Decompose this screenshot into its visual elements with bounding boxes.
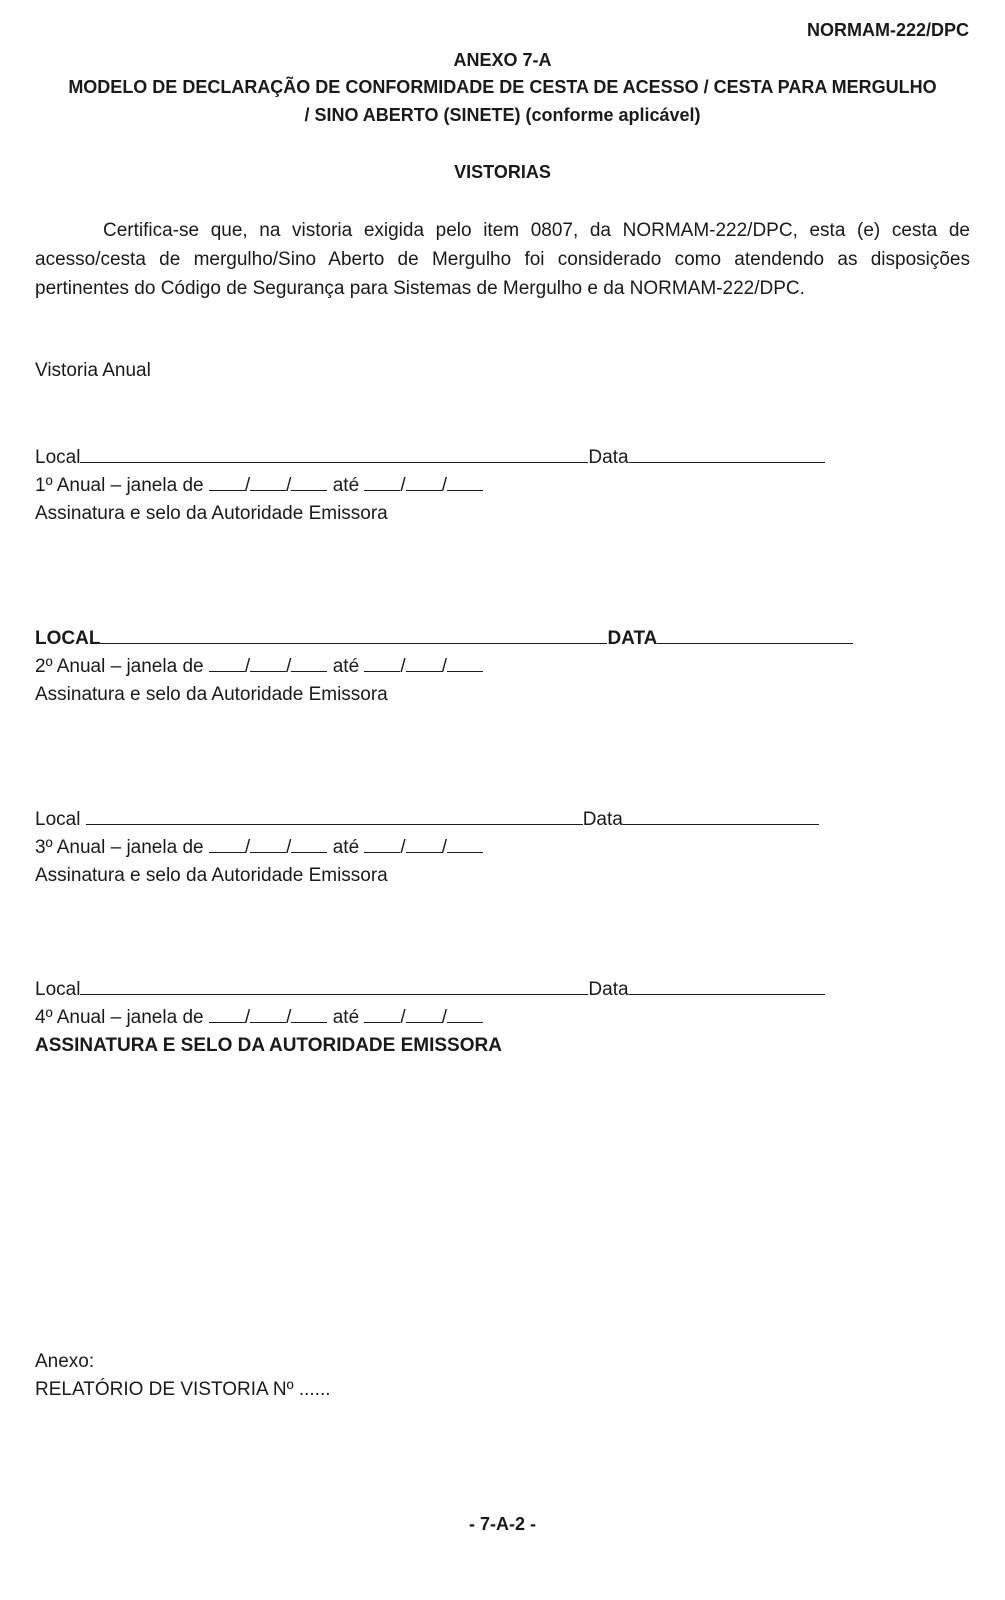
certification-paragraph: Certifica-se que, na vistoria exigida pelo item 0807, da NORMAM-222/DPC, esta (e) cesta de acesso/cesta de mergulho/Sino Aberto de Mergulho foi considerado como atendendo as disposições pertinentes do Código de Segurança para Sistemas de Mergulho e da NORMAM-222/DPC. <box>35 220 970 299</box>
date-label: DATA <box>607 628 658 649</box>
window-end-day[interactable] <box>364 656 400 672</box>
ate-label: até <box>332 656 360 677</box>
window-row <box>35 653 853 681</box>
annex-footer-label: Anexo: <box>35 1351 95 1372</box>
ate-label: até <box>332 475 360 496</box>
date-label: Data <box>588 979 629 1000</box>
window-end-month[interactable] <box>406 656 442 672</box>
window-start-year[interactable] <box>291 475 327 491</box>
ate-label: até <box>332 1007 360 1028</box>
date-slash: / <box>400 837 406 858</box>
local-date-row <box>35 625 853 653</box>
inspection-block-1 <box>35 444 825 528</box>
window-end-year[interactable] <box>447 1007 483 1023</box>
inspection-block-4 <box>35 976 825 1060</box>
window-label: 4º Anual – janela de <box>35 1007 204 1028</box>
window-row <box>35 1004 825 1032</box>
date-slash: / <box>441 1007 447 1028</box>
local-field[interactable] <box>100 626 607 644</box>
inspection-report-reference: RELATÓRIO DE VISTORIA Nº ...... <box>35 1379 331 1400</box>
date-slash: / <box>400 475 406 496</box>
window-start-day[interactable] <box>209 475 245 491</box>
window-row <box>35 834 819 862</box>
date-slash: / <box>400 1007 406 1028</box>
window-end-month[interactable] <box>406 475 442 491</box>
window-label: 3º Anual – janela de <box>35 837 204 858</box>
local-date-row <box>35 976 825 1004</box>
window-end-day[interactable] <box>364 837 400 853</box>
date-slash: / <box>286 475 292 496</box>
window-end-year[interactable] <box>447 837 483 853</box>
window-start-month[interactable] <box>250 656 286 672</box>
document-code: NORMAM-222/DPC <box>806 20 969 40</box>
date-slash: / <box>441 837 447 858</box>
local-label: Local <box>35 979 81 1000</box>
local-date-row <box>35 806 819 834</box>
window-row <box>35 472 825 500</box>
date-label: Data <box>582 809 623 830</box>
date-slash: / <box>286 656 292 677</box>
local-field[interactable] <box>86 807 583 825</box>
window-start-day[interactable] <box>209 656 245 672</box>
local-label: Local <box>35 809 81 830</box>
signature-label: ASSINATURA E SELO DA AUTORIDADE EMISSORA <box>35 1035 502 1056</box>
date-slash: / <box>286 837 292 858</box>
local-field[interactable] <box>80 977 588 995</box>
model-title-line2: / SINO ABERTO (SINETE) (conforme aplicável) <box>304 105 701 125</box>
date-slash: / <box>244 837 251 858</box>
window-end-month[interactable] <box>406 837 442 853</box>
window-start-day[interactable] <box>209 837 245 853</box>
window-start-year[interactable] <box>291 1007 327 1023</box>
window-end-day[interactable] <box>364 475 400 491</box>
local-date-row <box>35 444 825 472</box>
window-label: 1º Anual – janela de <box>35 475 204 496</box>
signature-label: Assinatura e selo da Autoridade Emissora <box>35 503 388 524</box>
date-slash: / <box>286 1007 292 1028</box>
date-field[interactable] <box>629 977 825 995</box>
window-end-year[interactable] <box>447 475 483 491</box>
window-start-month[interactable] <box>250 475 286 491</box>
signature-label: Assinatura e selo da Autoridade Emissora <box>35 684 388 705</box>
date-label: Data <box>588 447 629 468</box>
window-end-year[interactable] <box>447 656 483 672</box>
date-field[interactable] <box>629 445 825 463</box>
window-end-month[interactable] <box>406 1007 442 1023</box>
window-end-day[interactable] <box>364 1007 400 1023</box>
annual-inspection-label: Vistoria Anual <box>35 360 151 381</box>
window-label: 2º Anual – janela de <box>35 656 204 677</box>
section-heading: VISTORIAS <box>454 162 551 182</box>
local-label: LOCAL <box>35 628 101 649</box>
date-slash: / <box>441 475 447 496</box>
window-start-month[interactable] <box>250 1007 286 1023</box>
ate-label: até <box>332 837 360 858</box>
model-title-line1: MODELO DE DECLARAÇÃO DE CONFORMIDADE DE CESTA DE ACESSO / CESTA PARA MERGULHO <box>68 77 937 97</box>
date-slash: / <box>244 1007 251 1028</box>
date-slash: / <box>400 656 406 677</box>
date-slash: / <box>441 656 447 677</box>
date-slash: / <box>244 656 251 677</box>
date-field[interactable] <box>623 807 819 825</box>
date-slash: / <box>244 475 251 496</box>
window-start-day[interactable] <box>209 1007 245 1023</box>
window-start-month[interactable] <box>250 837 286 853</box>
inspection-block-2 <box>35 625 853 709</box>
local-label: Local <box>35 447 81 468</box>
signature-label: Assinatura e selo da Autoridade Emissora <box>35 865 388 886</box>
local-field[interactable] <box>80 445 588 463</box>
annex-title: ANEXO 7-A <box>453 50 552 70</box>
page-number: - 7-A-2 - <box>469 1514 536 1534</box>
window-start-year[interactable] <box>291 656 327 672</box>
inspection-block-3 <box>35 806 819 890</box>
window-start-year[interactable] <box>291 837 327 853</box>
date-field[interactable] <box>657 626 853 644</box>
